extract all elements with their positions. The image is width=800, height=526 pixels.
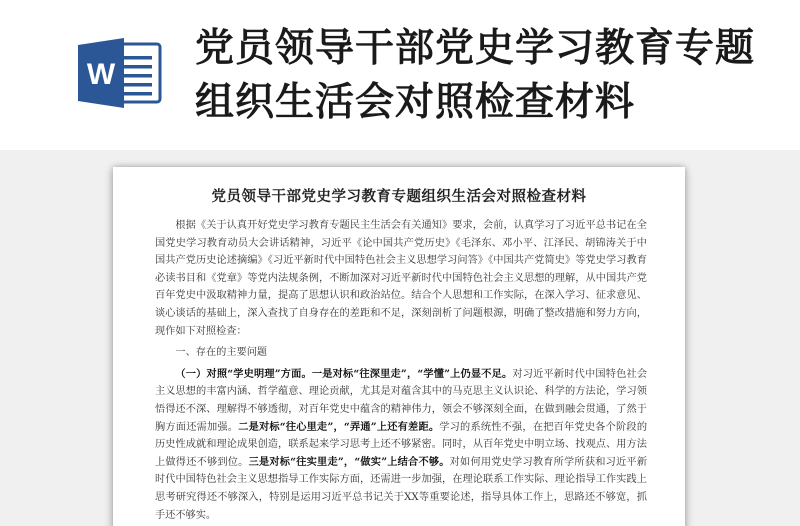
paragraph-1 (155, 366, 647, 524)
page-title-line-1: 党员领导干部党史学习教育专题 (195, 26, 756, 71)
page-title-line-2: 组织生活会对照检查材料 (195, 80, 636, 125)
page-title (195, 22, 785, 130)
section-heading: 一、存在的主要问题 (175, 347, 268, 359)
paragraph-1-text-2: 学习的系统性不强，在把百年党史各个阶段的历史性成就和理论成果创造，联系起来学习思考上还不够紧密。同时，从百年党史中明立场、找观点、用方法上做得还不够到位。 (155, 421, 648, 468)
paragraph-1-lead: （一）对照“学史明理”方面。一是对标“往深里走”，“学懂”上仍显不足。 (175, 367, 513, 380)
intro-paragraph: 根据《关于认真开好党史学习教育专题民主生活会有关通知》要求，会前，认真学习了习近平总书记在全国党史学习教育动员大会讲话精神，习近平《论中国共产党历史》《毛泽东、邓小平、江泽民、胡锦涛关于中国共产党历史论述摘编》《习近平新时代中国特色社会主义思想学习问答》《中国共产党简史》等党史学习教育必读书目和《党章》等党内法规条例，不断加深对习近平新时代中国特色社会主义思想的理解，从中国共产党百年党史中汲取精神力量，提高了思想认识和政治站位。结合个人思想和工作实际，在深入学习、征求意见、谈心谈话的基础上，深入查找了自身存在的差距和不足，深刻剖析了问题根源，明确了整改措施和努力方向，现作如下对照检查： (155, 220, 647, 337)
paragraph-1-text-3: 对如何用党史学习教育所学所获和习近平新时代中国特色社会主义思想指导工作实际方面，还需进一步加强，在理论联系工作实际、理论指导工作实践上思考研究得还不够深入，特别是运用习近平总书记关于XX等重要论述，指导具体工作上，思路还不够宽，抓手还不够实。 (155, 456, 648, 521)
paragraph-1-text: 对习近平新时代中国特色社会主义思想的丰富内涵、哲学蕴意、理论贡献，尤其是对蕴含其中的马克思主义认识论、科学的方法论，学习领悟得还不深、理解得不够透彻，对百年党史中蕴含的精神伟力，领会不够深刻全面，在做到融会贯通，了然于胸方面还需加强。 (155, 368, 648, 433)
word-icon-letter: W (86, 58, 116, 91)
banner-header (0, 0, 800, 150)
document-page (113, 167, 685, 526)
word-icon (78, 38, 162, 108)
document-body (155, 217, 647, 524)
document-preview-area (0, 150, 800, 526)
document-title: 党员领导干部党史学习教育专题组织生活会对照检查材料 (211, 188, 587, 205)
paragraph-1-lead-2: 二是对标“往心里走”，“弄通”上还有差距。 (238, 420, 440, 433)
paragraph-1-lead-3: 三是对标“往实里走”，“做实”上结合不够。 (248, 455, 450, 468)
